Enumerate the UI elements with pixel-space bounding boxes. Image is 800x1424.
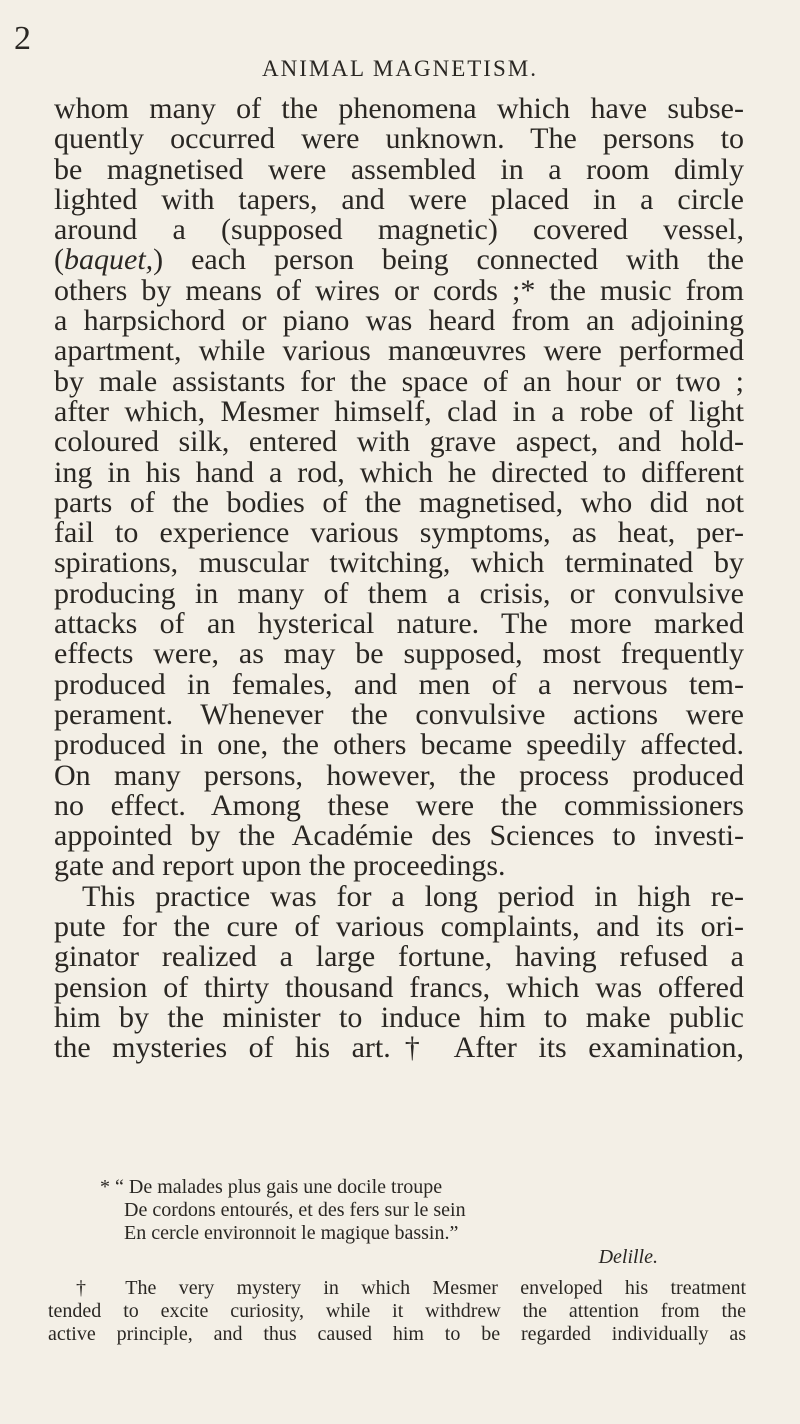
running-head: ANIMAL MAGNETISM.	[262, 56, 538, 81]
text-line: around a (supposed magnetic) covered vessel,	[54, 213, 744, 247]
footnote-line: tended to excite curiosity, while it withdrew the attention from the	[48, 1299, 746, 1322]
footnote-line: active principle, and thus caused him to be regarded individually as	[48, 1323, 746, 1346]
page-number: 2	[14, 20, 31, 57]
text-line: spirations, muscular twitching, which terminated by	[54, 546, 744, 580]
text-line: the mysteries of his art.† After its examination,	[54, 1031, 744, 1065]
footnote-verse-line: De cordons entourés, et des fers sur le sein	[124, 1199, 466, 1222]
text-line: him by the minister to induce him to make public	[54, 1000, 744, 1034]
text-line: ginator realized a large fortune, having refused a	[54, 940, 744, 974]
text-line: parts of the bodies of the magnetised, who did not	[54, 485, 744, 519]
text-line: This practice was for a long period in high re-	[82, 879, 744, 913]
text-line: others by means of wires or cords ;* the music from	[54, 273, 744, 307]
text-line: gate and report upon the proceedings.	[54, 849, 506, 883]
text-line: quently occurred were unknown. The persons to	[54, 122, 744, 156]
text-line: effects were, as may be supposed, most frequently	[54, 637, 744, 671]
text-line: whom many of the phenomena which have subse-	[54, 92, 744, 125]
body-text	[54, 94, 744, 1064]
text-line: apartment, while various manœuvres were performed	[54, 334, 744, 368]
text-line: produced in one, the others became speedily affected.	[54, 728, 744, 762]
text-line: pension of thirty thousand francs, which was offered	[54, 970, 744, 1004]
text-line: appointed by the Académie des Sciences to investi-	[54, 819, 744, 853]
text-line: no effect. Among these were the commissioners	[54, 788, 744, 822]
text-line: produced in females, and men of a nervous tem-	[54, 667, 744, 701]
text-line: On many persons, however, the process produced	[54, 758, 744, 792]
text-line: producing in many of them a crisis, or convulsive	[54, 576, 744, 610]
text-line: pute for the cure of various complaints, and its ori-	[54, 910, 744, 944]
footnote-line: † The very mystery in which Mesmer enveloped his treatment	[76, 1276, 746, 1299]
footnote-attribution: Delille.	[598, 1245, 658, 1268]
text-line: by male assistants for the space of an hour or two ;	[54, 364, 744, 398]
footnote-verse-line: * “ De malades plus gais une docile troupe	[100, 1176, 443, 1198]
text-line: ing in his hand a rod, which he directed to different	[54, 455, 744, 489]
text-line: be magnetised were assembled in a room dimly	[54, 152, 744, 186]
text-line: coloured silk, entered with grave aspect, and hold-	[54, 425, 744, 459]
text-line: perament. Whenever the convulsive actions were	[54, 697, 744, 731]
text-line: lighted with tapers, and were placed in a circle	[54, 182, 744, 216]
text-line: after which, Mesmer himself, clad in a robe of light	[54, 394, 744, 428]
text-line: a harpsichord or piano was heard from an adjoining	[54, 304, 744, 338]
italic-term: baquet,	[64, 243, 154, 277]
footnotes	[48, 1176, 746, 1346]
text-line: fail to experience various symptoms, as heat, per-	[54, 516, 744, 550]
text-line: attacks of an hysterical nature. The more marked	[54, 607, 744, 641]
text-line: (baquet,) each person being connected with the	[54, 243, 744, 277]
footnote-verse-line: En cercle environnoit le magique bassin.”	[124, 1222, 459, 1245]
